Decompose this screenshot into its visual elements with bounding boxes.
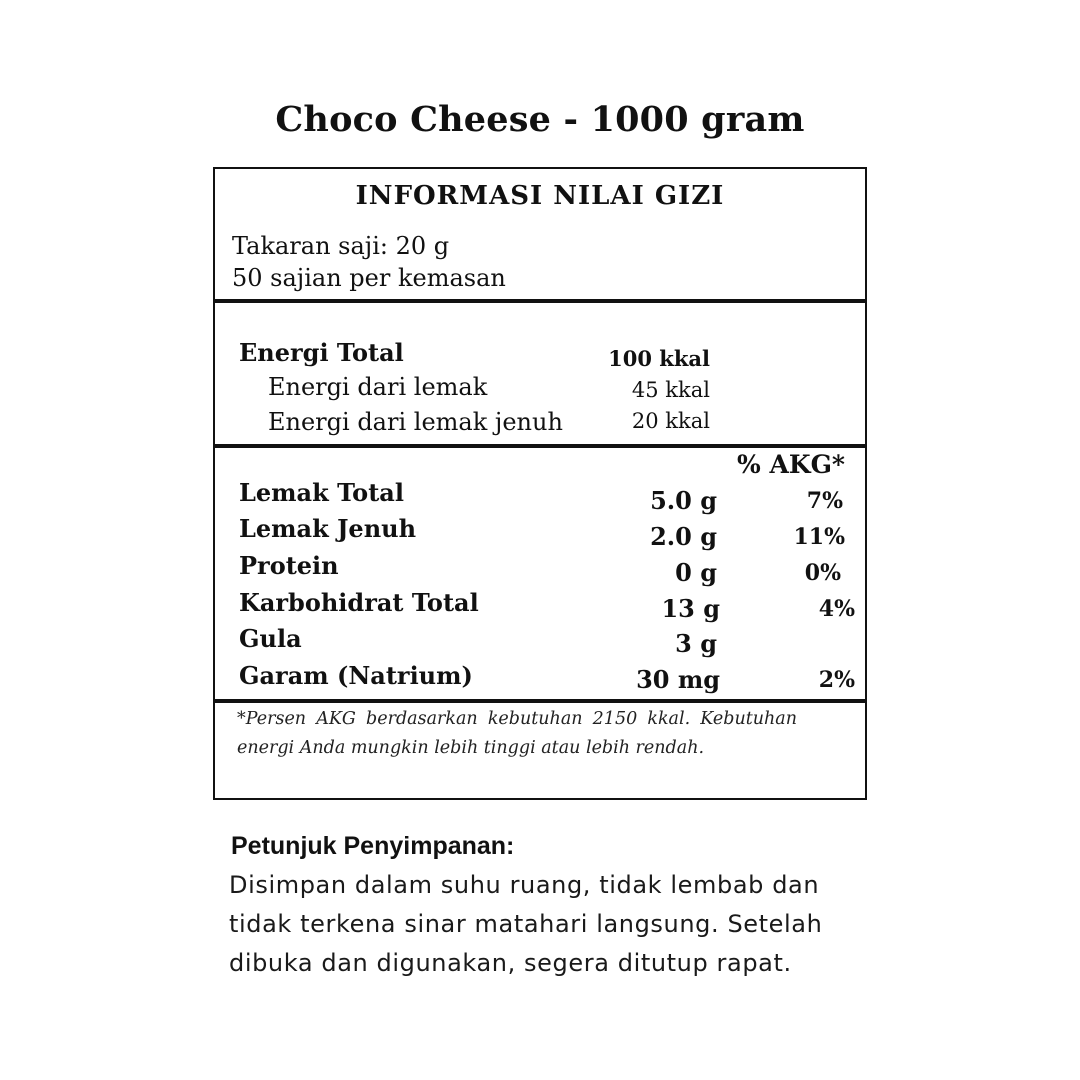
nutrient-amount: 2.0 g (650, 522, 717, 551)
nutrient-name: Protein (239, 551, 339, 580)
nutrient-amount: 5.0 g (650, 486, 717, 515)
divider (215, 299, 865, 303)
nutrient-akg: 2% (818, 667, 855, 693)
akg-footnote: *Persen AKG berdasarkan kebutuhan 2150 kkal. Kebutuhan energi Anda mungkin lebih tinggi atau lebih rendah. (237, 709, 797, 758)
nutrient-amount: 0 g (675, 558, 717, 587)
energy-from-fat-label: Energi dari lemak (268, 373, 488, 401)
nutrient-akg: 4% (818, 596, 855, 622)
storage-line: tidak terkena sinar matahari langsung. Setelah (229, 910, 823, 938)
nutrient-name: Garam (Natrium) (239, 661, 473, 690)
nutrient-akg: 11% (793, 524, 845, 550)
nutrient-amount: 3 g (675, 629, 717, 658)
nutrition-facts-label (213, 167, 867, 800)
product-title: Choco Cheese - 1000 gram (275, 99, 805, 140)
label-heading: INFORMASI NILAI GIZI (355, 181, 725, 211)
nutrient-akg: 7% (806, 488, 843, 514)
storage-instructions (229, 866, 822, 983)
storage-line: dibuka dan digunakan, segera ditutup rapat. (229, 949, 792, 977)
energy-from-fat-value: 45 kkal (631, 378, 710, 402)
divider (215, 699, 865, 703)
nutrient-akg: 0% (804, 560, 841, 586)
serving-size: Takaran saji: 20 g (232, 232, 450, 260)
nutrient-amount: 13 g (661, 594, 720, 623)
nutrient-name: Gula (239, 624, 302, 653)
nutrient-name: Lemak Jenuh (239, 514, 417, 543)
nutrient-amount: 30 mg (636, 665, 720, 694)
nutrient-name: Lemak Total (239, 478, 404, 507)
nutrient-name: Karbohidrat Total (239, 588, 479, 617)
energy-total-label: Energi Total (239, 338, 404, 367)
servings-per-pack: 50 sajian per kemasan (232, 264, 506, 292)
energy-total-value: 100 kkal (608, 346, 710, 371)
storage-line: Disimpan dalam suhu ruang, tidak lembab dan (229, 871, 820, 899)
storage-title: Petunjuk Penyimpanan: (231, 832, 515, 860)
energy-from-saturated-fat-value: 20 kkal (631, 409, 710, 433)
akg-column-header: % AKG* (736, 450, 845, 479)
energy-from-saturated-fat-label: Energi dari lemak jenuh (268, 408, 563, 436)
